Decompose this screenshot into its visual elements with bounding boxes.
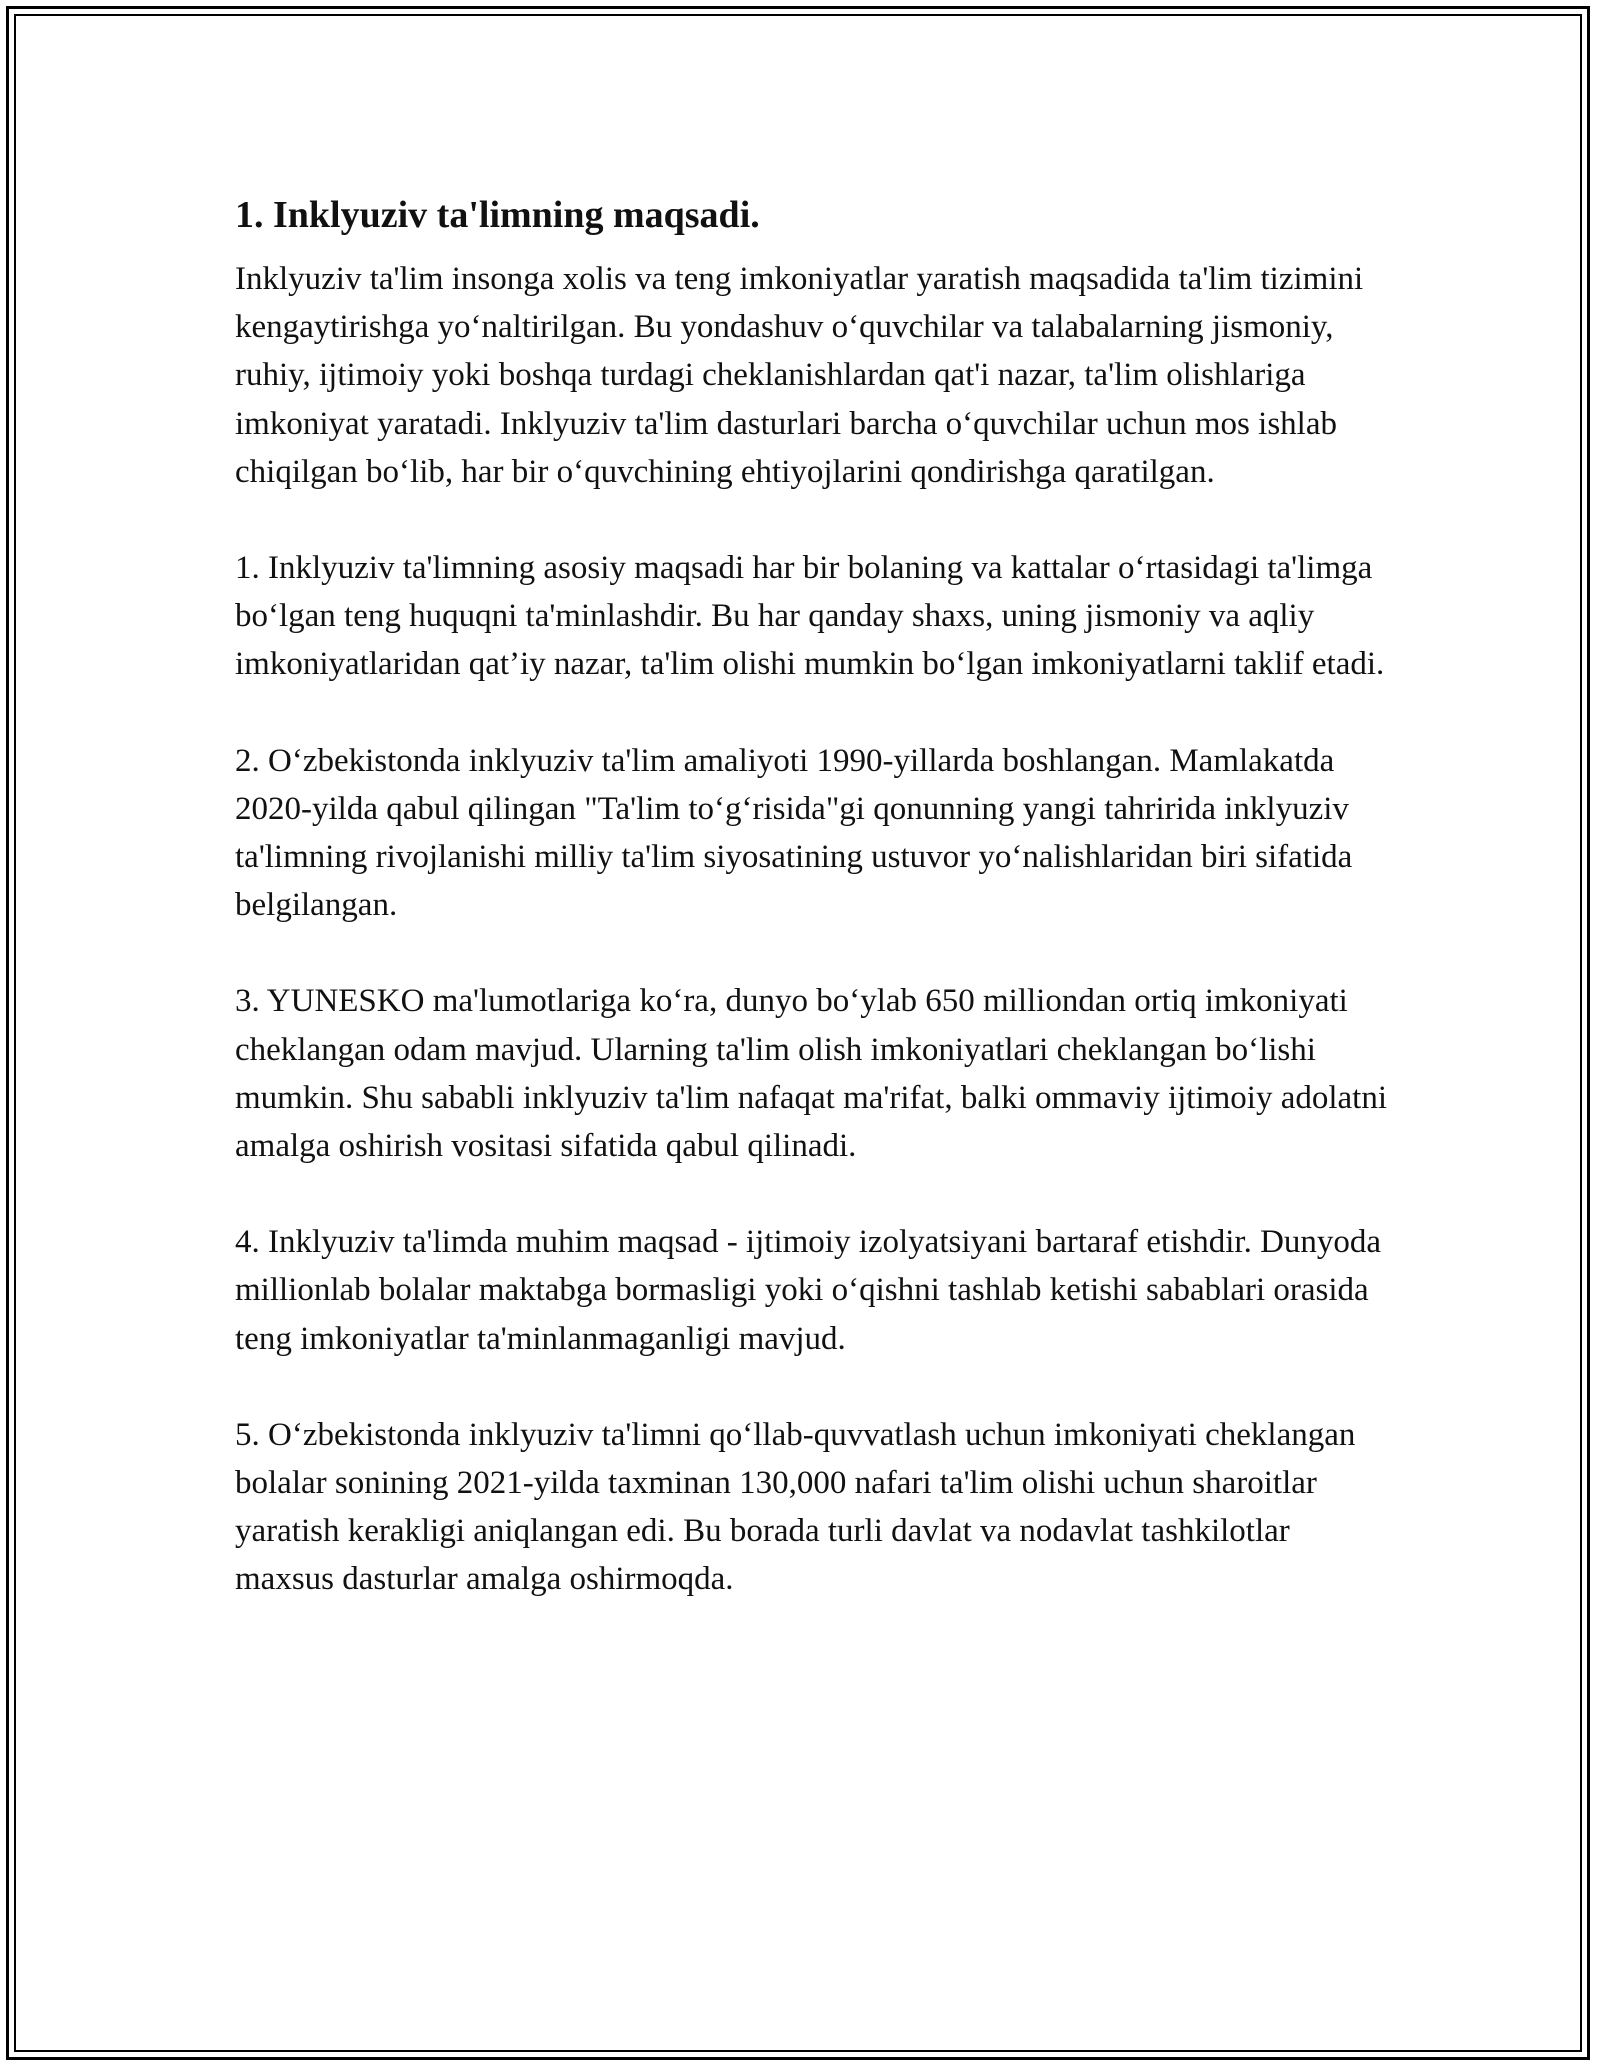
paragraph-3: 3. YUNESKO ma'lumotlariga ko‘ra, dunyo bo‘ylab 650 milliondan ortiq imkoniyati cheklangan odam mavjud. Ularning ta'lim olish imkoniyatlari cheklangan bo‘lishi mumkin. Shu sababli inklyuziv ta'lim nafaqat ma'rifat, balki ommaviy ijtimoiy adolatni amalga oshirish vositasi sifatida qabul qilinadi. — [235, 983, 1388, 1165]
intro-paragraph: Inklyuziv ta'lim insonga xolis va teng imkoniyatlar yaratish maqsadida ta'lim tizimini kengaytirishga yo‘naltirilgan. Bu yondashuv o‘quvchilar va talabalarning jismoniy, ruhiy, ijtimoiy yoki boshqa turdagi cheklanishlardan qat'i nazar, ta'lim olishlariga imkoniyat yaratadi. Inklyuziv ta'lim dasturlari barcha o‘quvchilar uchun mos ishlab chiqilgan bo‘lib, har bir o‘quvchining ehtiyojlarini qondirishga qaratilgan. — [235, 261, 1364, 490]
paragraph-5: 5. O‘zbekistonda inklyuziv ta'limni qo‘llab-quvvatlash uchun imkoniyati cheklangan bolalar sonining 2021-yilda taxminan 130,000 nafari ta'lim olishi uchun sharoitlar yaratish kerakligi aniqlangan edi. Bu borada turli davlat va nodavlat tashkilotlar maxsus dasturlar amalga oshirmoqda. — [235, 1416, 1356, 1598]
paragraph-2: 2. O‘zbekistonda inklyuziv ta'lim amaliyoti 1990-yillarda boshlangan. Mamlakatda 2020-yilda qabul qilingan "Ta'lim to‘g‘risida"gi qonunning yangi tahririda inklyuziv ta'limning rivojlanishi milliy ta'lim siyosatining ustuvor yo‘nalishlaridan biri sifatida belgilangan. — [235, 742, 1353, 924]
section-heading: 1. Inklyuziv ta'limning maqsadi. — [235, 194, 760, 236]
paragraph-4: 4. Inklyuziv ta'limda muhim maqsad - ijtimoiy izolyatsiyani bartaraf etishdir. Dunyoda millionlab bolalar maktabga bormasligi yoki o‘qishni tashlab ketishi sabablari orasida teng imkoniyatlar ta'minlanmaganligi mavjud. — [235, 1224, 1382, 1357]
paragraph-1: 1. Inklyuziv ta'limning asosiy maqsadi har bir bolaning va kattalar o‘rtasidagi ta'limga bo‘lgan teng huquqni ta'minlashdir. Bu har qanday shaxs, uning jismoniy va aqliy imkoniyatlaridan qat’iy nazar, ta'lim olishi mumkin bo‘lgan imkoniyatlarni taklif etadi. — [235, 550, 1385, 683]
document-body — [235, 185, 1395, 1652]
